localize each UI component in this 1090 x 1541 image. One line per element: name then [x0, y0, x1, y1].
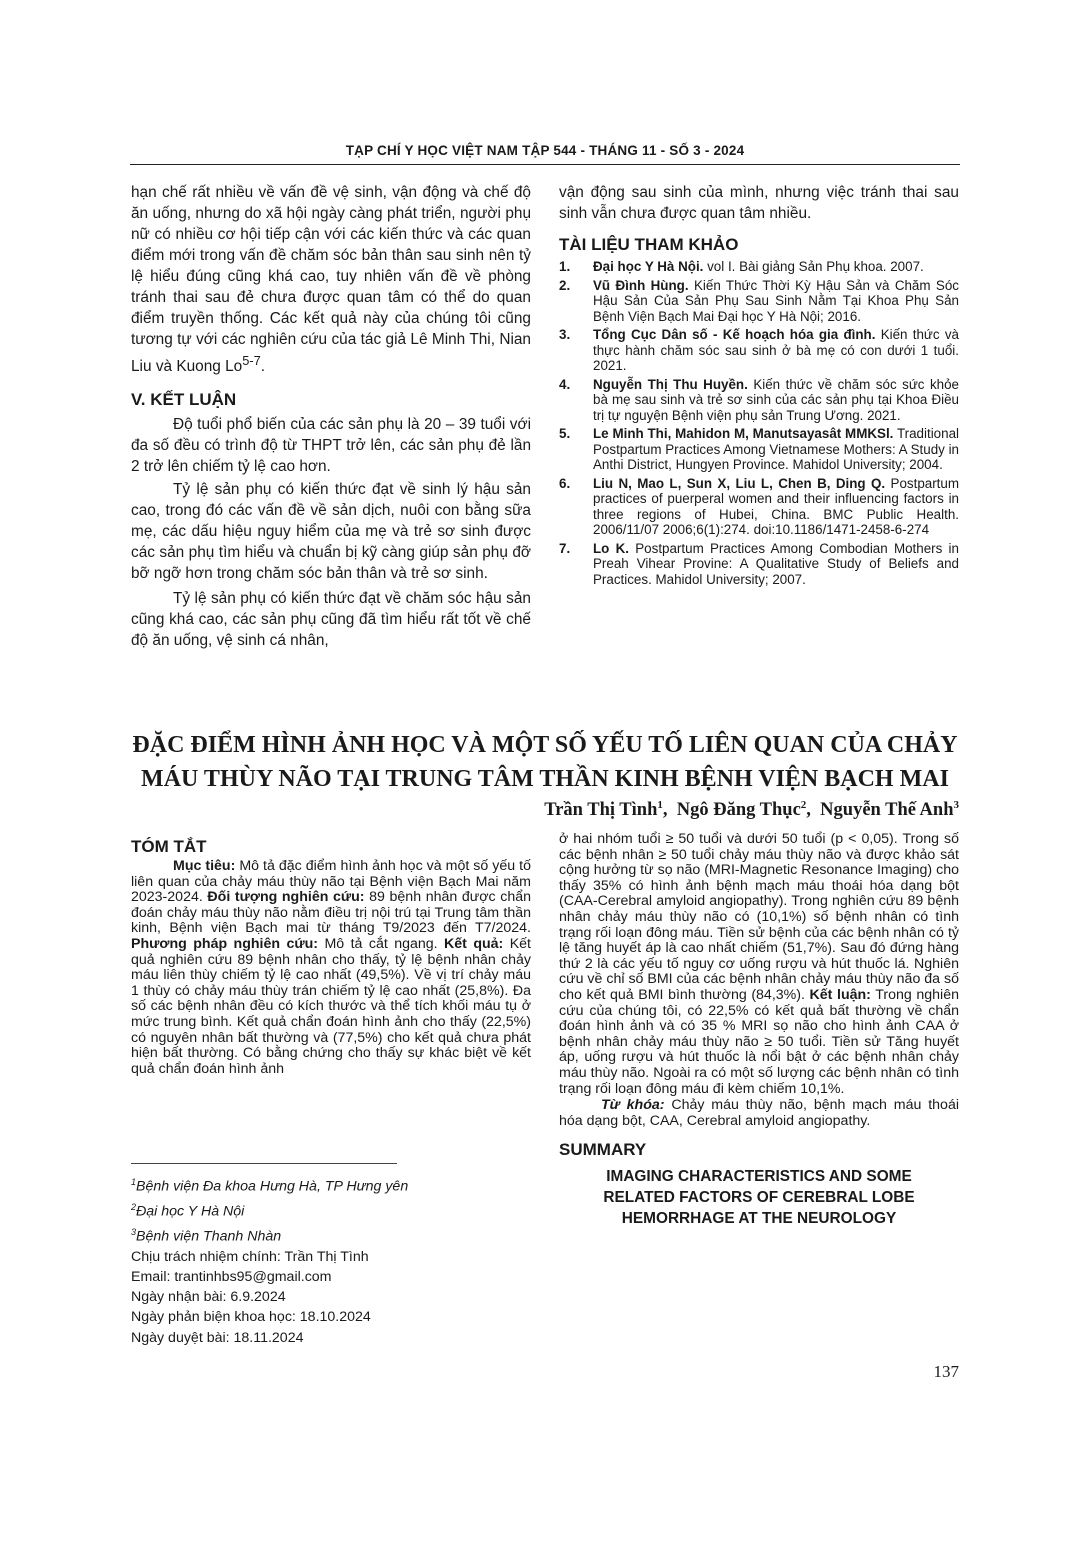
reference-text: vol I. Bài giảng Sản Phụ khoa. 2007. — [703, 259, 924, 274]
affiliation-text: Bệnh viện Thanh Nhàn — [136, 1228, 282, 1245]
top-left-column — [131, 182, 531, 651]
reference-author: Le Minh Thi, Mahidon M, Manutsayasât MMKSl. — [593, 426, 894, 441]
reference-text: Kiến thức và thực hành chăm sóc sau sinh ở bà mẹ có con dưới 1 tuổi. 2021. — [593, 327, 959, 373]
footnote-rule — [131, 1163, 397, 1164]
citation-sup: 5-7 — [242, 353, 261, 368]
header-rule — [130, 164, 960, 165]
author-name: Nguyễn Thế Anh — [820, 800, 954, 821]
reference-item — [559, 278, 959, 325]
conclusion-text: Trong nghiên cứu của chúng tôi, có 22,5% có kết quả bất thường về chẩn đoán hình ảnh và có 35 % MRI sọ não cho hình ảnh CAA ở bệnh nhân chảy máu thùy não ≥ 50 tuổi. Tiền sử Tăng huyết áp, uống rượu và hút thuốc là nổi bật ở các bệnh nhân chảy máu thùy não. Ngoài ra có một số lượng các bệnh nhân có tình trạng rối loạn đông máu đi kèm chiếm 10,1%. — [559, 986, 959, 1097]
affiliation-sup: 3 — [131, 1226, 137, 1237]
reference-number: 2. — [559, 277, 571, 293]
reference-text: Postpartum practices of puerperal women and their influencing factors in three regions of Hubei, China. BMC Public Health. 2006/11/07 2006;6(1):274. doi:10.1186/1471-2458-6-274 — [593, 475, 960, 537]
english-title-line: IMAGING CHARACTERISTICS AND SOME — [606, 1168, 912, 1186]
abstract-paragraph — [131, 859, 531, 1077]
reference-text: Kiến thức về chăm sóc sức khỏe bà mẹ sau sinh và trẻ sơ sinh của các sản phụ tại Khoa Điều trị tự nguyện Bệnh viện phụ sản Trung Ương. 2021. — [593, 376, 960, 423]
reference-number: 1. — [559, 259, 571, 274]
references-heading: TÀI LIỆU THAM KHẢO — [559, 235, 739, 254]
results-text-continued: ở hai nhóm tuổi ≥ 50 tuổi và dưới 50 tuổi (p < 0,05). Trong số các bệnh nhân ≥ 50 tuổi chảy máu thùy não và được khảo sát cộng hưởng từ sọ não (MRI-Magnetic Resonance Imaging) cho thấy 35% có hình ảnh bệnh mạch máu thoái hóa dạng bột (CAA-Cerebral amyloid angiopathy). Trong nghiên cứu 89 bệnh nhân chảy máu thùy não có (10,1%) số bệnh nhân có tình trạng rối loạn đông máu. Tiền sử bệnh của các bệnh nhân có tỷ lệ tăng huyết áp là cao nhất chiếm (51,7%). Sau đó đứng hàng thứ 2 là các yếu tố nguy cơ uống rượu và hút thuốc lá. Nghiên cứu về chỉ số BMI của các bệnh nhân chảy máu thùy não đa số cho kết quả BMI bình thường (84,3%). — [559, 831, 959, 1003]
section-heading-conclusion: V. KẾT LUẬN — [131, 390, 237, 410]
objective-label: Mục tiêu: — [173, 858, 236, 874]
conclusion-label: Kết luận: — [809, 986, 871, 1003]
author-affiliation-sup: 2 — [800, 799, 807, 811]
results-label: Kết quả: — [444, 935, 504, 952]
subjects-text: 89 bệnh nhân được chẩn đoán chảy máu thùy não nằm điều trị nội trú tại Trung tâm thần kinh, Bệnh viện Bạch mai từ tháng T9/2023 đến T7/2024. — [131, 889, 532, 937]
page-number: 137 — [933, 1362, 959, 1381]
reference-author: Liu N, Mao L, Sun X, Liu L, Chen B, Ding Q. — [593, 475, 886, 491]
reference-author: Lo K. — [593, 540, 629, 556]
reference-text: Kiến Thức Thời Kỳ Hậu Sản và Chăm Sóc Hậu Sản Của Sản Phụ Sau Sinh Nằm Tại Khoa Phụ Sản Bệnh Viện Bạch Mai Đại học Y Hà Nội; 2016. — [593, 277, 959, 324]
reference-author: Nguyễn Thị Thu Huyền. — [593, 376, 748, 392]
reference-text: Traditional Postpartum Practices Among Vietnamese Mothers: A Study in Anthi District, Hungyen Province. Mahidol University; 2004. — [593, 426, 959, 472]
conclusion-paragraph-1: Độ tuổi phổ biến của các sản phụ là 20 – 39 tuổi với đa số đều có trình độ từ THPT trở lên, các sản phụ đẻ lần 2 trở lên chiếm tỷ lệ cao hơn. — [131, 416, 531, 476]
methods-text: Mô tả cắt ngang. — [318, 935, 445, 952]
affiliation-text: Bệnh viện Đa khoa Hưng Hà, TP Hưng yên — [136, 1178, 409, 1195]
author-name: Trần Thị Tình — [544, 800, 658, 821]
abstract-left-column — [131, 836, 531, 1077]
reference-text: Postpartum Practices Among Combodian Mothers in Preah Vihear Provine: A Qualitative Study of Beliefs and Practices. Mahidol University; 2007. — [593, 540, 959, 587]
keywords-label: Từ khóa: — [601, 1097, 665, 1114]
affiliation-text: Đại học Y Hà Nội — [136, 1203, 245, 1220]
abstract-heading: TÓM TẮT — [131, 837, 207, 856]
conclusion-paragraph-3: Tỷ lệ sản phụ có kiến thức đạt về chăm sóc hậu sản cũng khá cao, các sản phụ cũng đã tìm hiểu rất tốt về chế độ ăn uống, vệ sinh cá nhân, — [131, 590, 531, 650]
reference-item — [559, 426, 959, 473]
reference-number: 3. — [559, 327, 571, 342]
discussion-end: . — [260, 358, 266, 376]
top-right-column — [559, 182, 959, 590]
abstract-right-column — [559, 832, 959, 1229]
conclusion-continued: vận động sau sinh của mình, nhưng việc tránh thai sau sinh vẫn chưa được quan tâm nhiều. — [559, 184, 959, 222]
affiliation-sup: 1 — [131, 1177, 137, 1187]
article-title-line: ĐẶC ĐIỂM HÌNH ẢNH HỌC VÀ MỘT SỐ YẾU TỐ LIÊN QUAN CỦA CHẢY — [132, 732, 958, 758]
author-affiliation-sup: 3 — [953, 799, 959, 811]
date-received: Ngày nhận bài: 6.9.2024 — [131, 1289, 286, 1306]
english-title-line: RELATED FACTORS OF CEREBRAL LOBE — [603, 1189, 915, 1207]
author-name: Ngô Đăng Thục — [676, 800, 801, 821]
conclusion-paragraph-2: Tỷ lệ sản phụ có kiến thức đạt về sinh lý hậu sản cao, trong đó các vấn đề về sản dịch, nuôi con bằng sữa mẹ, các dấu hiệu nguy hiểm của mẹ và trẻ sơ sinh được các sản phụ tìm hiểu và chuẩn bị kỹ càng giúp sản phụ đỡ bỡ ngỡ hơn trong chăm sóc bản thân và trẻ sơ sinh. — [131, 481, 531, 583]
reference-list — [559, 259, 959, 587]
affiliation-sup: 2 — [131, 1201, 137, 1212]
keywords-paragraph — [559, 1098, 959, 1129]
affiliation-2 — [131, 1197, 531, 1222]
reference-author: Đại học Y Hà Nội. — [593, 259, 704, 274]
article-title-line: MÁU THÙY NÃO TẠI TRUNG TÂM THẦN KINH BỆNH VIỆN BẠCH MAI — [141, 766, 949, 792]
date-reviewed: Ngày phản biện khoa học: 18.10.2024 — [131, 1309, 371, 1326]
discussion-text: hạn chế rất nhiều về vấn đề vệ sinh, vận động và chế độ ăn uống, nhưng do xã hội ngày càng phát triển, người phụ nữ có nhiều cơ hội tiếp cận với các kiến thức và các quan điểm mới trong vấn đề chăm sóc bản thân sau sinh nên tỷ lệ hiểu đúng cũng khá cao, tuy nhiên vấn đề về phòng tránh thai sau đẻ chưa được quan tâm có thể do quan điểm truyền thống. Các kết quả này của chúng tôi cũng tương tự với các nghiên cứu của tác giả Lê Minh Thi, Nian Liu và Kuong Lo — [131, 184, 531, 376]
author-affiliation-sup: 1 — [657, 799, 663, 811]
date-accepted: Ngày duyệt bài: 18.11.2024 — [131, 1329, 304, 1346]
author-line: Trần Thị Tình$^1$, Ngô Đăng Thục$^2$, Nguyễn Thế Anh$^3$ — [544, 799, 959, 821]
affiliation-footnotes — [131, 1172, 531, 1348]
contact-email: Email: trantinhbs95@gmail.com — [131, 1269, 332, 1286]
results-text: Kết quả nghiên cứu 89 bệnh nhân cho thấy, tỷ lệ bệnh nhân chảy máu liên thùy chiếm tỷ lệ cao nhất (49,5%). Về vị trí chảy máu 1 thùy có chảy máu thùy trán chiếm tỷ lệ cao nhất (25,8%). Đa số các bệnh nhân đều có kích thước và thể tích khối máu tụ ở mức trung bình. Kết quả chẩn đoán hình ảnh cho thấy (22,5%) có nguyên nhân bất thường và (77,5%) cho kết quả chưa phát hiện bất thường. Có bằng chứng cho thấy sự khác biệt về kết quả chẩn đoán hình ảnh — [131, 935, 531, 1077]
abstract-continued — [559, 832, 959, 1097]
reference-number: 4. — [559, 376, 571, 392]
reference-number: 7. — [559, 540, 571, 556]
reference-number: 5. — [559, 426, 571, 441]
article-title — [130, 728, 960, 796]
reference-author: Tổng Cục Dân số - Kế hoạch hóa gia đình. — [593, 327, 876, 342]
affiliation-3 — [131, 1222, 531, 1247]
reference-number: 6. — [559, 475, 571, 491]
reference-author: Vũ Đình Hùng. — [593, 277, 689, 293]
responsible-author: Chịu trách nhiệm chính: Trần Thị Tình — [131, 1248, 369, 1265]
reference-item — [559, 377, 959, 424]
keywords-text: Chảy máu thùy não, bệnh mạch máu thoái hóa dạng bột, CAA, Cerebral amyloid angiopathy. — [559, 1097, 959, 1129]
affiliation-1 — [131, 1172, 531, 1197]
reference-item — [559, 259, 959, 275]
english-title-line: HEMORRHAGE AT THE NEUROLOGY — [621, 1210, 897, 1228]
reference-item — [559, 476, 959, 538]
objective-text: Mô tả đặc điểm hình ảnh học và một số yếu tố liên quan của chảy máu thùy não tại Bệnh viện Bạch Mai năm 2023-2024. — [131, 858, 532, 906]
running-header: TẠP CHÍ Y HỌC VIỆT NAM TẬP 544 - THÁNG 11 - SỐ 3 - 2024 — [345, 143, 745, 158]
reference-item — [559, 541, 959, 588]
methods-label: Phương pháp nghiên cứu: — [131, 935, 319, 952]
discussion-paragraph — [131, 182, 531, 377]
reference-item — [559, 327, 959, 374]
subjects-label: Đối tượng nghiên cứu: — [207, 889, 365, 906]
summary-heading: SUMMARY — [559, 1140, 647, 1160]
